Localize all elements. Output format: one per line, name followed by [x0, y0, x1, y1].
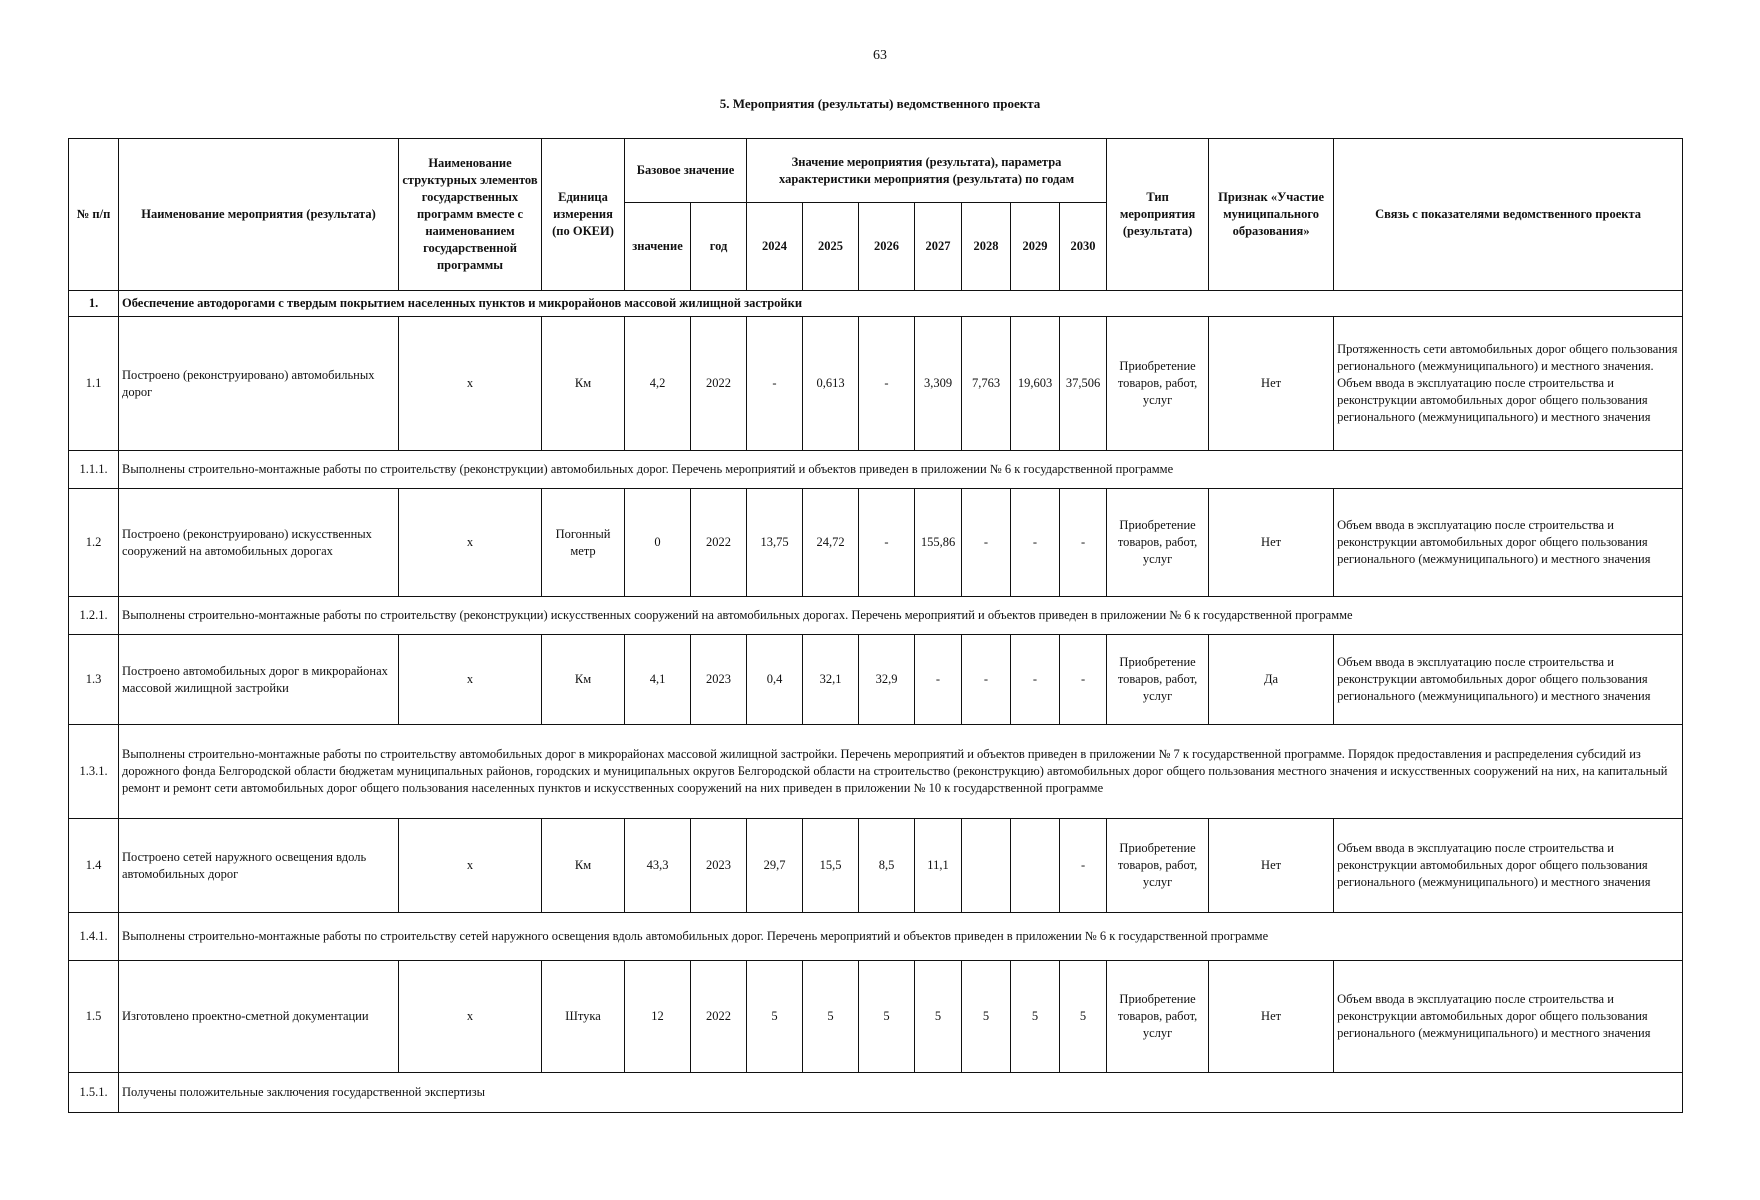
row-year-value — [962, 819, 1011, 913]
row-base-year: 2022 — [691, 961, 747, 1073]
row-base-year: 2023 — [691, 819, 747, 913]
row-unit: Штука — [542, 961, 625, 1073]
note-num: 1.4.1. — [69, 913, 119, 961]
row-sign: Нет — [1209, 819, 1334, 913]
header-years-group: Значение мероприятия (результата), параметра характеристики мероприятия (результата) по годам — [747, 139, 1107, 203]
row-struct: х — [399, 819, 542, 913]
note-num: 1.1.1. — [69, 451, 119, 489]
row-year-value: - — [747, 317, 803, 451]
row-base-value: 0 — [625, 489, 691, 597]
row-name: Построено (реконструировано) искусственных сооружений на автомобильных дорогах — [119, 489, 399, 597]
row-num: 1.3 — [69, 635, 119, 725]
row-year-value: 32,1 — [803, 635, 859, 725]
note-text: Выполнены строительно-монтажные работы по строительству (реконструкции) искусственных сооружений на автомобильных дорогах. Перечень мероприятий и объектов приведен в приложении № 6 к государственной программе — [119, 597, 1683, 635]
row-type: Приобретение товаров, работ, услуг — [1107, 635, 1209, 725]
row-link: Объем ввода в эксплуатацию после строительства и реконструкции автомобильных дорог общего пользования регионального (межмуниципального) и местного значения — [1334, 489, 1683, 597]
row-year-value: - — [1060, 489, 1107, 597]
row-year-value: 155,86 — [915, 489, 962, 597]
row-base-value: 4,1 — [625, 635, 691, 725]
row-base-value: 12 — [625, 961, 691, 1073]
row-year-value: - — [915, 635, 962, 725]
row-year-value: 5 — [962, 961, 1011, 1073]
row-year-value: 5 — [803, 961, 859, 1073]
row-year-value: 13,75 — [747, 489, 803, 597]
header-base-year: год — [691, 203, 747, 291]
projects-table — [68, 138, 1683, 1113]
document-title: 5. Мероприятия (результаты) ведомственного проекта — [719, 96, 1041, 111]
section-num: 1. — [69, 291, 119, 317]
row-name: Построено автомобильных дорог в микрорайонах массовой жилищной застройки — [119, 635, 399, 725]
row-base-value: 43,3 — [625, 819, 691, 913]
row-sign: Нет — [1209, 489, 1334, 597]
header-num: № п/п — [69, 139, 119, 291]
row-year-value: 0,613 — [803, 317, 859, 451]
row-num: 1.1 — [69, 317, 119, 451]
row-year-value: - — [962, 635, 1011, 725]
table-row — [69, 961, 1683, 1073]
note-row — [69, 913, 1683, 961]
section-title: Обеспечение автодорогами с твердым покрытием населенных пунктов и микрорайонов массовой жилищной застройки — [119, 291, 1683, 317]
row-sign: Нет — [1209, 317, 1334, 451]
row-year-value: 37,506 — [1060, 317, 1107, 451]
row-type: Приобретение товаров, работ, услуг — [1107, 317, 1209, 451]
note-text: Выполнены строительно-монтажные работы по строительству автомобильных дорог в микрорайонах массовой жилищной застройки. Перечень мероприятий и объектов приведен в приложении № 7 к государственной программе. Порядок предоставления и распределения субсидий из дорожного фонда Белгородской области бюджетам муниципальных районов, городских и муниципальных округов Белгородской области на строительство (реконструкцию) автомобильных дорог общего пользования местного значения и искусственных сооружений на них, на капитальный ремонт и ремонт сети автомобильных дорог общего пользования населенных пунктов и искусственных сооружений на них приведен в приложении № 10 к государственной программе — [119, 725, 1683, 819]
note-row — [69, 1073, 1683, 1113]
table-row — [69, 317, 1683, 451]
header-struct: Наименование структурных элементов государственных программ вместе с наименованием государственной программы — [399, 139, 542, 291]
table-row — [69, 819, 1683, 913]
row-year-value: 24,72 — [803, 489, 859, 597]
note-row — [69, 451, 1683, 489]
header-link: Связь с показателями ведомственного проекта — [1334, 139, 1683, 291]
row-type: Приобретение товаров, работ, услуг — [1107, 489, 1209, 597]
header-unit: Единица измерения (по ОКЕИ) — [542, 139, 625, 291]
row-year-value: 19,603 — [1011, 317, 1060, 451]
row-year-value: 5 — [859, 961, 915, 1073]
header-name: Наименование мероприятия (результата) — [119, 139, 399, 291]
table-row — [69, 635, 1683, 725]
note-num: 1.2.1. — [69, 597, 119, 635]
row-year-value: - — [859, 489, 915, 597]
row-year-value: - — [1060, 819, 1107, 913]
row-name: Изготовлено проектно-сметной документации — [119, 961, 399, 1073]
row-name: Построено (реконструировано) автомобильных дорог — [119, 317, 399, 451]
header-base: Базовое значение — [625, 139, 747, 203]
row-year-value: - — [962, 489, 1011, 597]
header-year: 2026 — [859, 203, 915, 291]
row-year-value: 5 — [1011, 961, 1060, 1073]
note-row — [69, 725, 1683, 819]
row-year-value: - — [859, 317, 915, 451]
header-year: 2027 — [915, 203, 962, 291]
row-year-value: - — [1060, 635, 1107, 725]
header-year: 2028 — [962, 203, 1011, 291]
table-row — [69, 489, 1683, 597]
note-text: Получены положительные заключения государственной экспертизы — [119, 1073, 1683, 1113]
row-sign: Да — [1209, 635, 1334, 725]
note-num: 1.3.1. — [69, 725, 119, 819]
note-row — [69, 597, 1683, 635]
row-type: Приобретение товаров, работ, услуг — [1107, 819, 1209, 913]
row-year-value: 29,7 — [747, 819, 803, 913]
note-text: Выполнены строительно-монтажные работы по строительству сетей наружного освещения вдоль автомобильных дорог. Перечень мероприятий и объектов приведен в приложении № 6 к государственной программе — [119, 913, 1683, 961]
row-year-value: 3,309 — [915, 317, 962, 451]
row-year-value: 32,9 — [859, 635, 915, 725]
row-link: Объем ввода в эксплуатацию после строительства и реконструкции автомобильных дорог общего пользования регионального (межмуниципального) и местного значения — [1334, 961, 1683, 1073]
header-year: 2030 — [1060, 203, 1107, 291]
row-unit: Погонный метр — [542, 489, 625, 597]
row-year-value: 15,5 — [803, 819, 859, 913]
row-link: Объем ввода в эксплуатацию после строительства и реконструкции автомобильных дорог общего пользования регионального (межмуниципального) и местного значения — [1334, 819, 1683, 913]
row-unit: Км — [542, 819, 625, 913]
row-link: Протяженность сети автомобильных дорог общего пользования регионального (межмуниципального) и местного значения. Объем ввода в эксплуатацию после строительства и реконструкции автомобильных дорог общего пользования регионального (межмуниципального) и местного значения — [1334, 317, 1683, 451]
header-year: 2024 — [747, 203, 803, 291]
row-year-value: 5 — [747, 961, 803, 1073]
row-link: Объем ввода в эксплуатацию после строительства и реконструкции автомобильных дорог общего пользования регионального (межмуниципального) и местного значения — [1334, 635, 1683, 725]
row-sign: Нет — [1209, 961, 1334, 1073]
section-row — [69, 291, 1683, 317]
header-type: Тип мероприятия (результата) — [1107, 139, 1209, 291]
row-year-value: 8,5 — [859, 819, 915, 913]
row-year-value — [1011, 819, 1060, 913]
row-year-value: - — [1011, 489, 1060, 597]
page-number: 63 — [873, 48, 887, 63]
row-num: 1.4 — [69, 819, 119, 913]
row-base-year: 2023 — [691, 635, 747, 725]
note-num: 1.5.1. — [69, 1073, 119, 1113]
row-num: 1.5 — [69, 961, 119, 1073]
row-base-value: 4,2 — [625, 317, 691, 451]
row-num: 1.2 — [69, 489, 119, 597]
row-type: Приобретение товаров, работ, услуг — [1107, 961, 1209, 1073]
header-sign: Признак «Участие муниципального образования» — [1209, 139, 1334, 291]
row-year-value: 5 — [1060, 961, 1107, 1073]
row-struct: х — [399, 635, 542, 725]
row-year-value: 5 — [915, 961, 962, 1073]
row-unit: Км — [542, 317, 625, 451]
row-name: Построено сетей наружного освещения вдоль автомобильных дорог — [119, 819, 399, 913]
row-year-value: 11,1 — [915, 819, 962, 913]
row-base-year: 2022 — [691, 317, 747, 451]
note-text: Выполнены строительно-монтажные работы по строительству (реконструкции) автомобильных дорог. Перечень мероприятий и объектов приведен в приложении № 6 к государственной программе — [119, 451, 1683, 489]
row-year-value: 0,4 — [747, 635, 803, 725]
header-year: 2025 — [803, 203, 859, 291]
row-struct: х — [399, 961, 542, 1073]
row-year-value: - — [1011, 635, 1060, 725]
row-unit: Км — [542, 635, 625, 725]
header-base-value: значение — [625, 203, 691, 291]
row-year-value: 7,763 — [962, 317, 1011, 451]
row-base-year: 2022 — [691, 489, 747, 597]
row-struct: х — [399, 489, 542, 597]
row-struct: х — [399, 317, 542, 451]
header-year: 2029 — [1011, 203, 1060, 291]
